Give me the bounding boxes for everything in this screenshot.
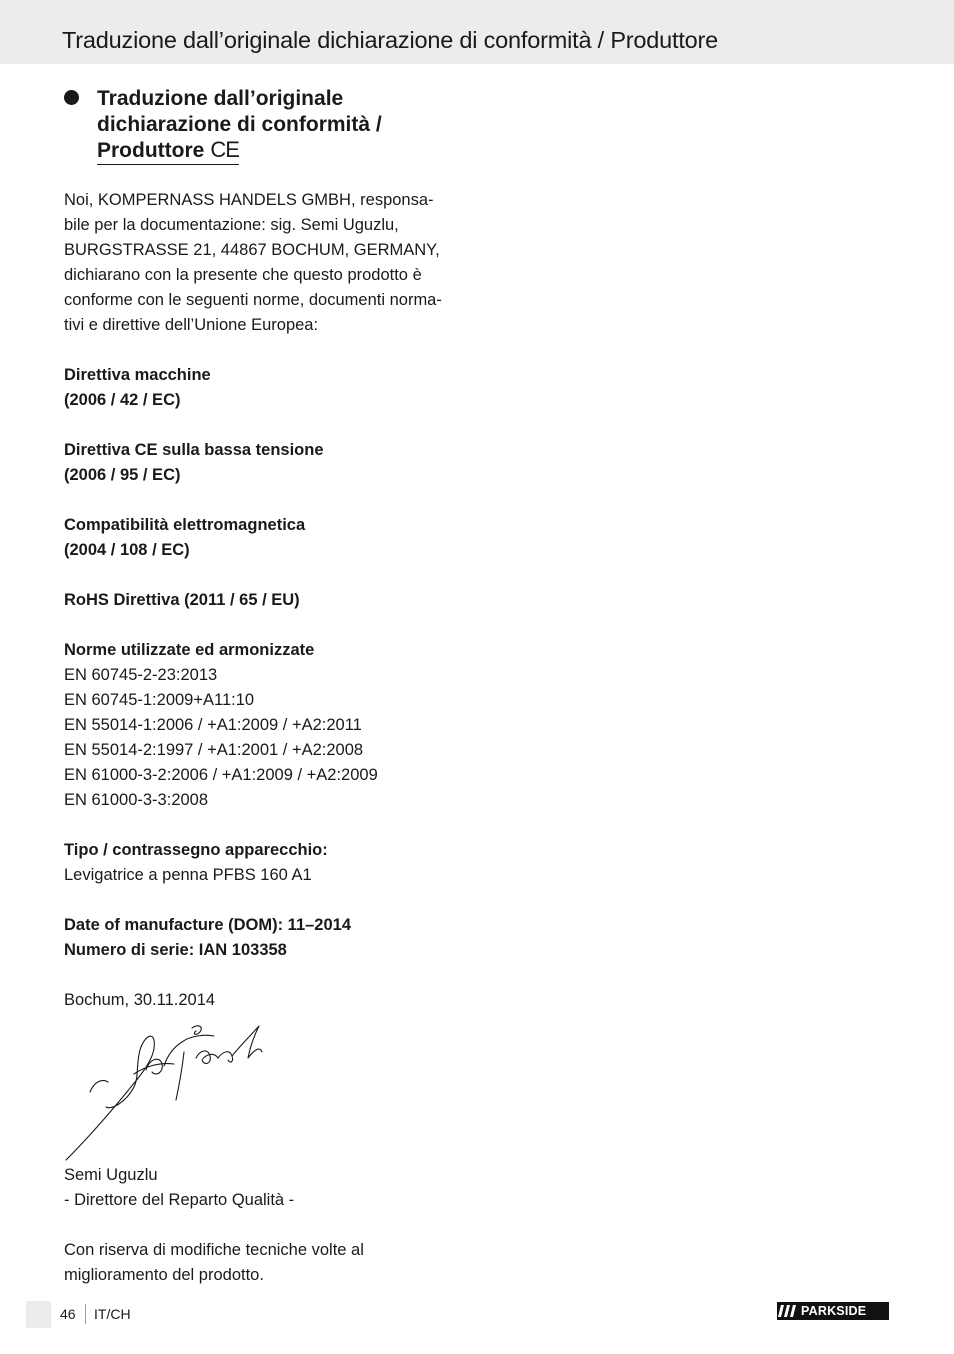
directive-machinery [64,363,474,413]
parkside-logo [777,1302,889,1320]
footer-language: IT/CH [94,1306,131,1322]
standard-item: EN 61000-3-3:2008 [64,791,209,809]
directive-machinery-code: (2006 / 42 / EC) [64,391,181,409]
directive-low-voltage-code: (2006 / 95 / EC) [64,466,181,484]
disclaimer [64,1238,474,1288]
handwritten-signature [64,1022,274,1167]
intro-paragraph [64,188,474,338]
standards-heading: Norme utilizzate ed armonizzate [64,641,315,659]
heading-line-1: Traduzione dall’originale [97,87,344,110]
standard-item: EN 61000-3-2:2006 / +A1:2009 / +A2:2009 [64,766,378,784]
heading-line-2: dichiarazione di conformità / [97,112,382,136]
footer-separator [85,1304,86,1324]
manufacture-date: Date of manufacture (DOM): 11–2014 [64,916,352,934]
header-bar [0,0,954,64]
section-heading [97,86,477,165]
directive-emc [64,513,474,563]
device-block [64,838,474,888]
manufacture-block [64,913,474,963]
standards-block [64,638,474,813]
heading-line-3 [97,137,239,165]
directive-emc-title: Compatibilità elettromagnetica [64,516,306,534]
disclaimer-line: miglioramento del prodotto. [64,1266,264,1284]
signatory-block [64,1163,474,1213]
intro-line: Noi, KOMPERNASS HANDELS GMBH, responsa- [64,191,434,209]
footer-page-number: 46 [60,1306,76,1322]
directive-machinery-title: Direttiva macchine [64,366,211,384]
page-header-title: Traduzione dall’originale dichiarazione di conformità / Produttore [62,27,719,53]
signatory-role: - Direttore del Reparto Qualità - [64,1191,295,1209]
standard-item: EN 55014-1:2006 / +A1:2009 / +A2:2011 [64,716,362,734]
ce-mark-icon: CE [210,137,239,162]
device-label: Tipo / contrassegno apparecchio: [64,841,328,859]
intro-line: conforme con le seguenti norme, documenti norma- [64,291,442,309]
directive-low-voltage-title: Direttiva CE sulla bassa tensione [64,441,324,459]
directive-emc-code: (2004 / 108 / EC) [64,541,190,559]
intro-line: dichiarano con la presente che questo prodotto è [64,266,422,284]
disclaimer-line: Con riserva di modifiche tecniche volte al [64,1241,364,1259]
directive-low-voltage [64,438,474,488]
standard-item: EN 60745-1:2009+A11:10 [64,691,255,709]
serial-number: Numero di serie: IAN 103358 [64,941,287,959]
logo-text: PARKSIDE [801,1304,867,1318]
intro-line: bile per la documentazione: sig. Semi Uguzlu, [64,216,399,234]
device-value: Levigatrice a penna PFBS 160 A1 [64,866,312,884]
directive-rohs: RoHS Direttiva (2011 / 65 / EU) [64,591,300,609]
intro-line: BURGSTRASSE 21, 44867 BOCHUM, GERMANY, [64,241,440,259]
standard-item: EN 55014-2:1997 / +A1:2001 / +A2:2008 [64,741,364,759]
place-date: Bochum, 30.11.2014 [64,991,216,1009]
bullet-dot [64,90,79,105]
logo-stripes-icon [777,1302,799,1320]
heading-line-3-text: Produttore [97,139,205,162]
intro-line: tivi e direttive dell’Unione Europea: [64,316,319,334]
standard-item: EN 60745-2-23:2013 [64,666,218,684]
signatory-name: Semi Uguzlu [64,1166,158,1184]
footer-page-box [26,1301,51,1328]
